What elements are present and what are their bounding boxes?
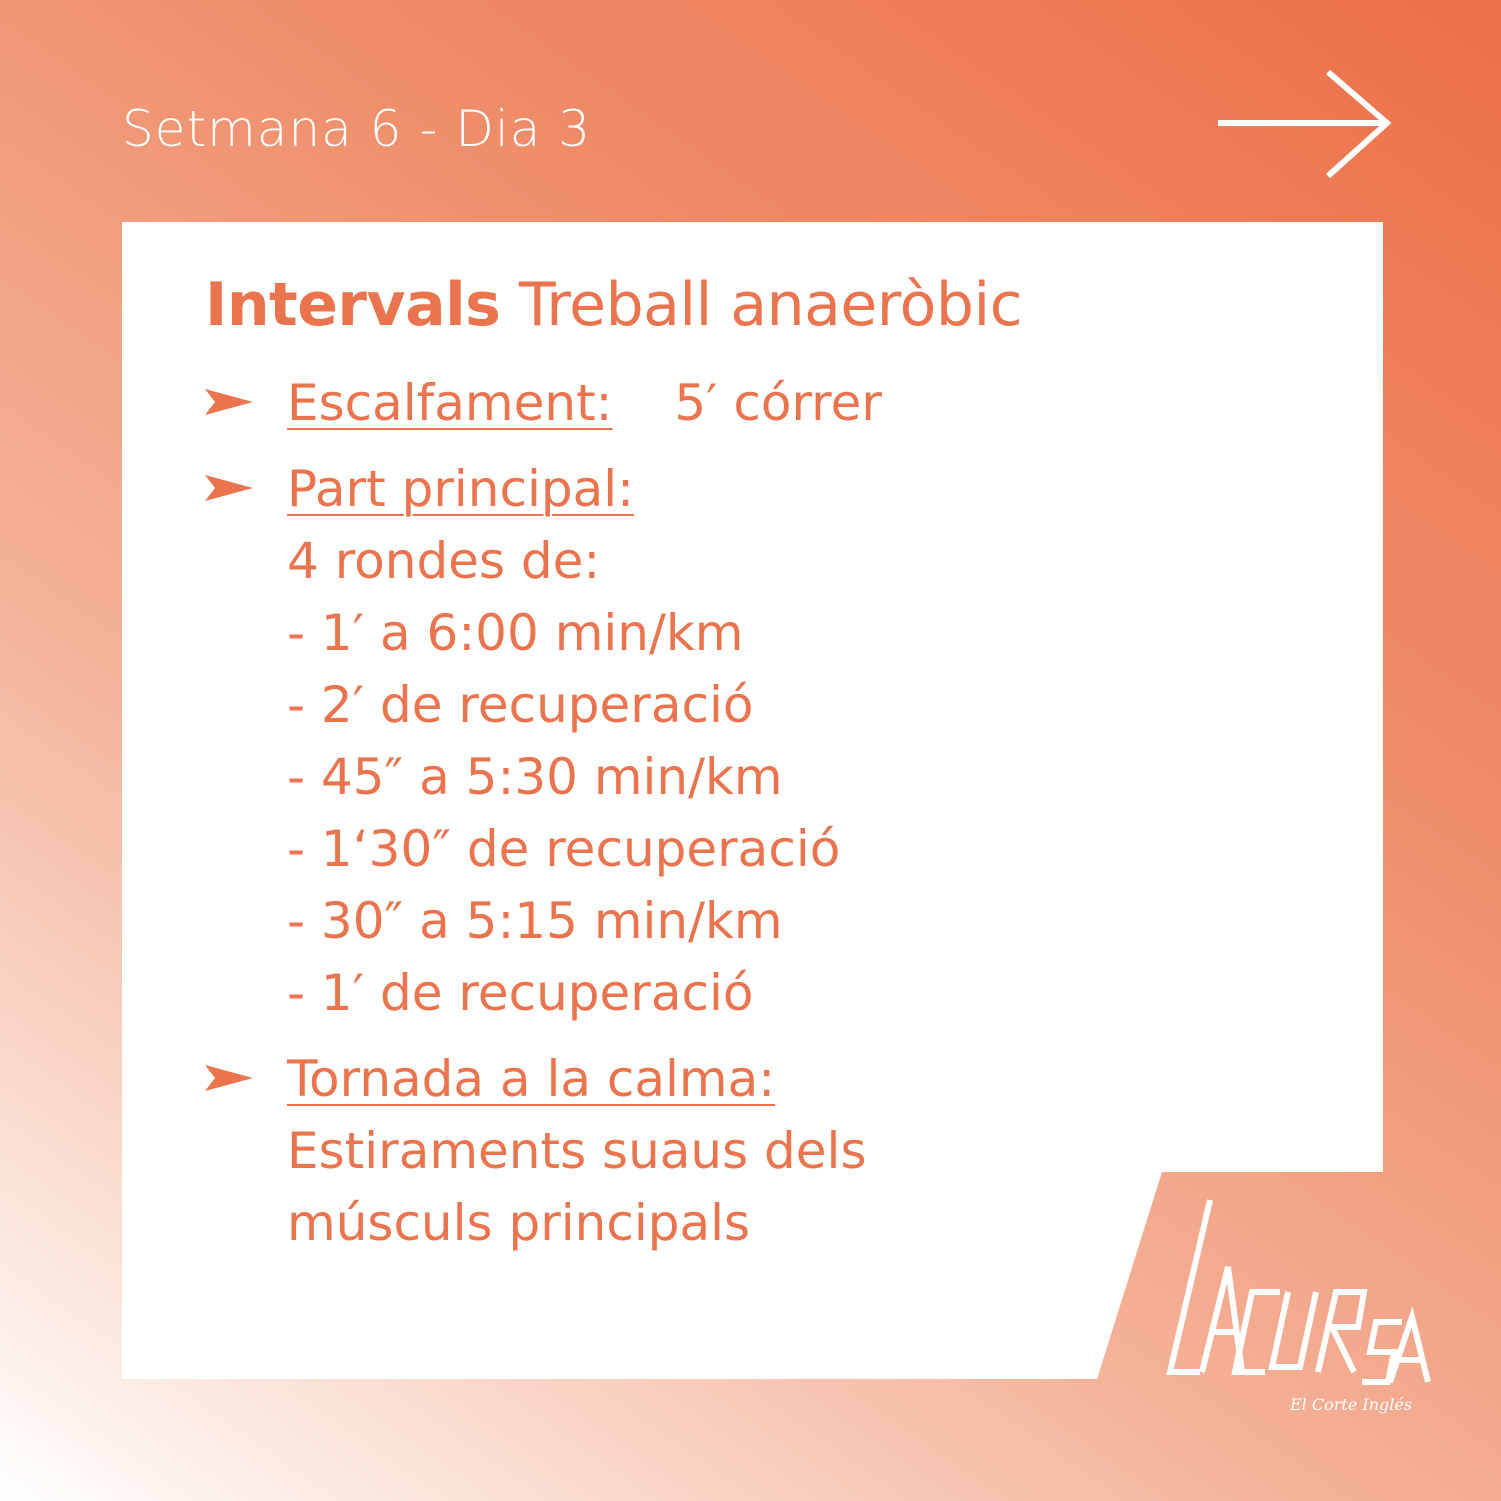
main-line: - 1′ a 6:00 min/km bbox=[287, 604, 744, 662]
main-label: Part principal: bbox=[287, 460, 634, 518]
warmup-label: Escalfament: bbox=[287, 374, 613, 432]
workout-heading bbox=[205, 265, 1022, 345]
main-line: 4 rondes de: bbox=[287, 532, 601, 590]
triangle-bullet-icon bbox=[205, 367, 287, 437]
triangle-bullet-icon bbox=[205, 453, 287, 523]
main-section bbox=[205, 453, 1022, 1029]
main-line: - 1′ de recuperació bbox=[287, 964, 754, 1022]
cooldown-line: músculs principals bbox=[287, 1194, 751, 1252]
cooldown-label: Tornada a la calma: bbox=[287, 1050, 776, 1108]
triangle-bullet-icon bbox=[205, 1043, 287, 1113]
lacursa-logo bbox=[1140, 1192, 1440, 1422]
cooldown-section bbox=[205, 1043, 1022, 1259]
main-line: - 30″ a 5:15 min/km bbox=[287, 892, 783, 950]
warmup-value: 5′ córrer bbox=[674, 374, 882, 432]
heading-light: Treball anaeròbic bbox=[518, 270, 1023, 340]
main-line: - 45″ a 5:30 min/km bbox=[287, 748, 783, 806]
main-line: - 2′ de recuperació bbox=[287, 676, 754, 734]
arrow-right-icon[interactable] bbox=[1215, 68, 1395, 183]
logo-subtext: El Corte Inglés bbox=[1290, 1395, 1413, 1414]
heading-bold: Intervals bbox=[205, 270, 501, 340]
cooldown-line: Estiraments suaus dels bbox=[287, 1122, 867, 1180]
main-line: - 1‘30″ de recuperació bbox=[287, 820, 841, 878]
workout-content bbox=[205, 265, 1022, 1259]
header-title: Setmana 6 - Dia 3 bbox=[122, 100, 592, 158]
warmup-section bbox=[205, 367, 1022, 439]
